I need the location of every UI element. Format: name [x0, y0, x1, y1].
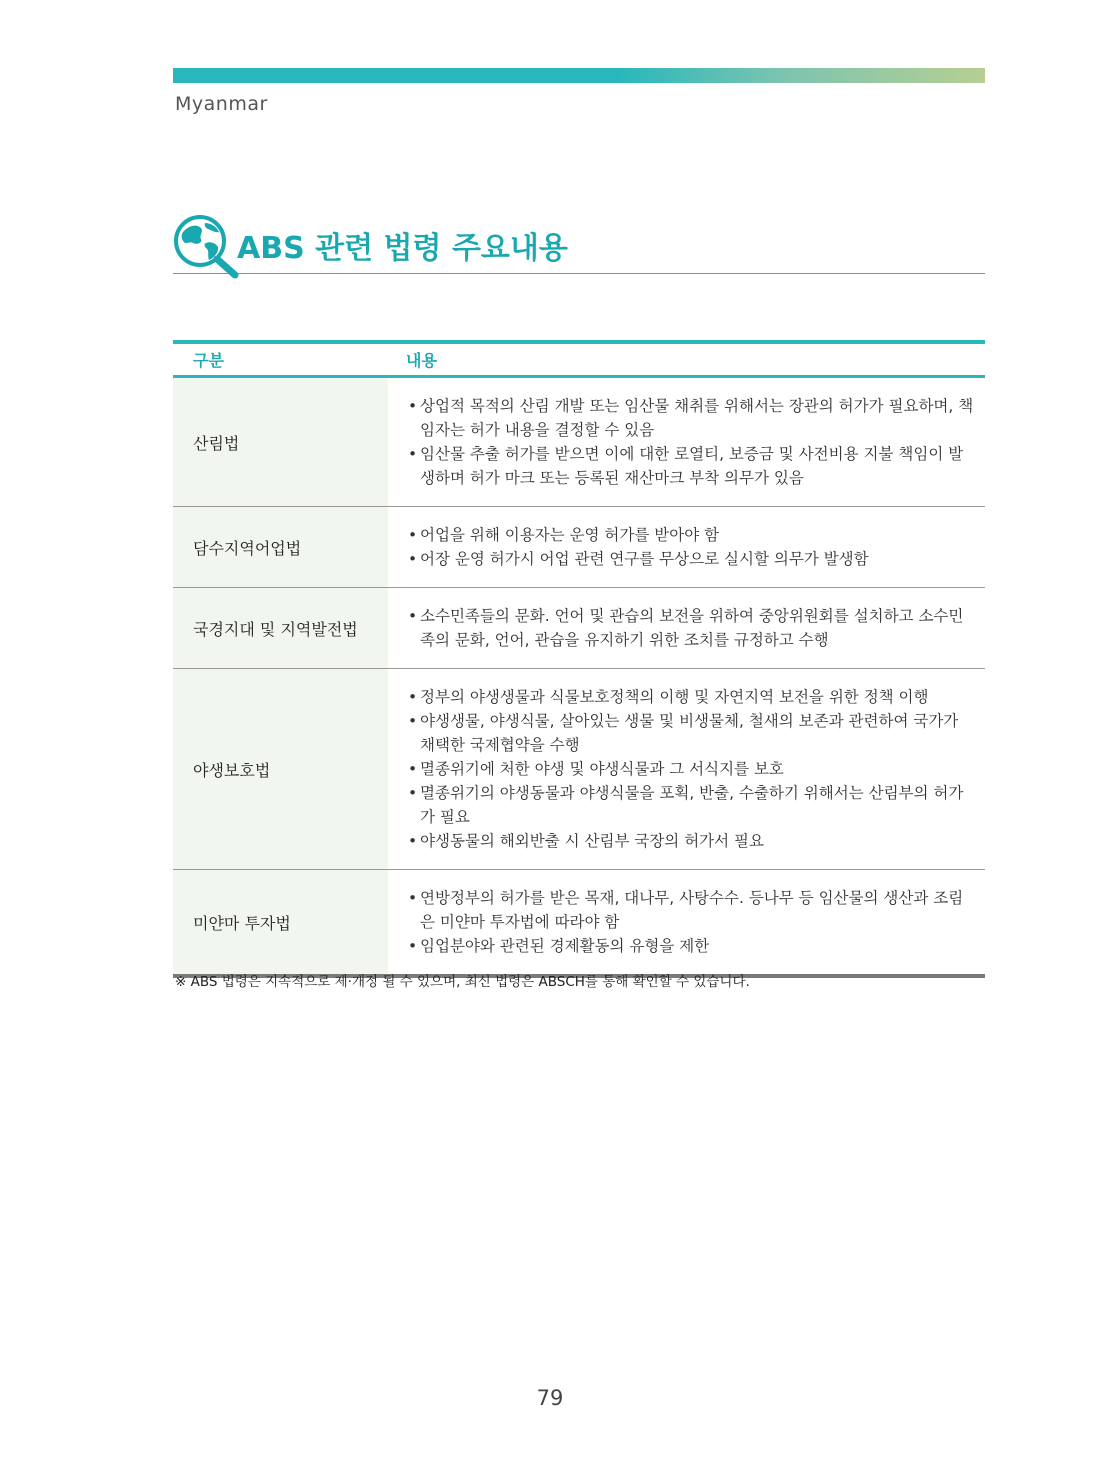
row-category: 미얀마 투자법: [173, 870, 388, 977]
table-row: [173, 377, 985, 507]
list-item: • 멸종위기의 야생동물과 야생식물을 포획, 반출, 수출하기 위해서는 산림부의 허가가 필요: [408, 781, 975, 829]
row-content: [388, 870, 985, 977]
header-category: 구분: [173, 342, 388, 377]
table-row: [173, 588, 985, 669]
header-gradient-bar: [173, 68, 985, 83]
list-item: • 멸종위기에 처한 야생 및 야생식물과 그 서식지를 보호: [408, 757, 975, 781]
header-content: 내용: [388, 342, 985, 377]
table-row: [173, 870, 985, 977]
row-content: [388, 507, 985, 588]
row-category: 산림법: [173, 377, 388, 507]
table-header-row: [173, 342, 985, 377]
page-number: 79: [536, 1386, 564, 1410]
list-item: • 야생생물, 야생식물, 살아있는 생물 및 비생물체, 철새의 보존과 관련하여 국가가 채택한 국제협약을 수행: [408, 709, 975, 757]
row-content: [388, 669, 985, 870]
section-heading: [173, 215, 985, 274]
list-item: • 임업분야와 관련된 경제활동의 유형을 제한: [408, 934, 975, 958]
list-item: • 연방정부의 허가를 받은 목재, 대나무, 사탕수수. 등나무 등 임산물의 생산과 조림은 미얀마 투자법에 따라야 함: [408, 886, 975, 934]
footnote: ※ ABS 법령은 지속적으로 제·개정 될 수 있으며, 최신 법령은 ABSCH를 통해 확인할 수 있습니다.: [175, 974, 750, 990]
list-item: • 상업적 목적의 산림 개발 또는 임산물 채취를 위해서는 장관의 허가가 필요하며, 책임자는 허가 내용을 결정할 수 있음: [408, 394, 975, 442]
law-summary-table: [173, 340, 985, 978]
table-row: [173, 507, 985, 588]
row-content: [388, 588, 985, 669]
row-category: 국경지대 및 지역발전법: [173, 588, 388, 669]
list-item: • 어업을 위해 이용자는 운영 허가를 받아야 함: [408, 523, 975, 547]
list-item: • 소수민족들의 문화. 언어 및 관습의 보전을 위하여 중앙위원회를 설치하고 소수민족의 문화, 언어, 관습을 유지하기 위한 조치를 규정하고 수행: [408, 604, 975, 652]
list-item: • 야생동물의 해외반출 시 산림부 국장의 허가서 필요: [408, 829, 975, 853]
row-content: [388, 377, 985, 507]
globe-magnifier-icon: [173, 215, 243, 281]
row-category: 야생보호법: [173, 669, 388, 870]
row-category: 담수지역어업법: [173, 507, 388, 588]
country-label: Myanmar: [175, 93, 268, 115]
list-item: • 임산물 추출 허가를 받으면 이에 대한 로열티, 보증금 및 사전비용 지불 책임이 발생하며 허가 마크 또는 등록된 재산마크 부착 의무가 있음: [408, 442, 975, 490]
list-item: • 어장 운영 허가시 어업 관련 연구를 무상으로 실시할 의무가 발생함: [408, 547, 975, 571]
list-item: • 정부의 야생생물과 식물보호정책의 이행 및 자연지역 보전을 위한 정책 이행: [408, 685, 975, 709]
page-title: ABS 관련 법령 주요내용: [237, 231, 568, 266]
table-row: [173, 669, 985, 870]
